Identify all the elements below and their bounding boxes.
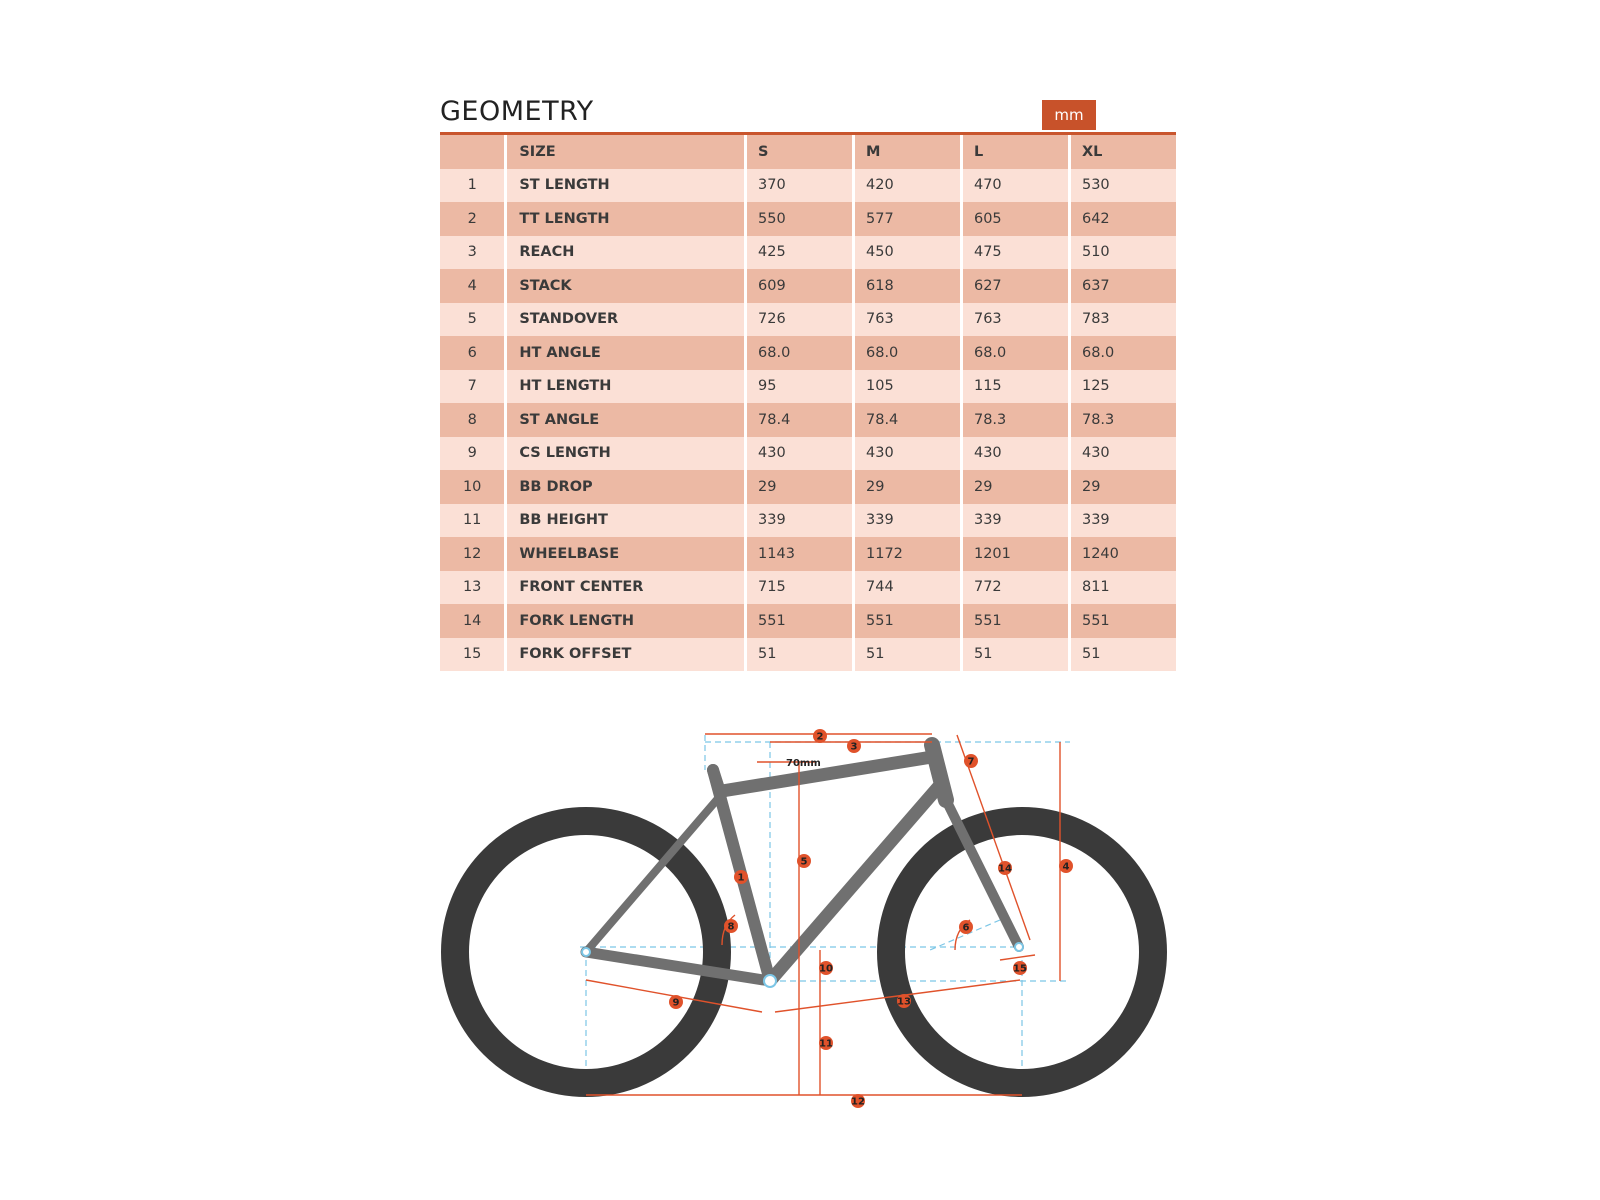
- marker-label: 4: [1062, 861, 1070, 873]
- cell-s: 68.0: [747, 336, 855, 370]
- column-header-xl: XL: [1071, 135, 1176, 169]
- cell-xl: 1240: [1071, 537, 1176, 571]
- row-label: STANDOVER: [507, 303, 747, 337]
- dimension-marker-15: [1013, 961, 1027, 975]
- dimension-marker-11: [819, 1036, 833, 1050]
- row-label: BB HEIGHT: [507, 504, 747, 538]
- marker-label: 8: [727, 921, 735, 933]
- cell-xl: 68.0: [1071, 336, 1176, 370]
- marker-label: 13: [897, 996, 911, 1008]
- cell-m: 339: [855, 504, 963, 538]
- cell-l: 551: [963, 604, 1071, 638]
- column-header-m: M: [855, 135, 963, 169]
- cell-m: 551: [855, 604, 963, 638]
- cell-s: 370: [747, 169, 855, 203]
- marker-label: 11: [819, 1038, 833, 1050]
- dimension-marker-6: [959, 920, 973, 934]
- marker-label: 14: [998, 863, 1012, 875]
- row-number: 7: [440, 370, 507, 404]
- row-label: FRONT CENTER: [507, 571, 747, 605]
- row-number: 3: [440, 236, 507, 270]
- row-label: ST ANGLE: [507, 403, 747, 437]
- chainstay: [586, 952, 770, 981]
- row-label: REACH: [507, 236, 747, 270]
- row-label: HT ANGLE: [507, 336, 747, 370]
- dimension-marker-1: [734, 870, 748, 884]
- row-number: 9: [440, 437, 507, 471]
- marker-label: 7: [967, 756, 975, 768]
- row-number: 11: [440, 504, 507, 538]
- row-number: 4: [440, 269, 507, 303]
- cell-m: 430: [855, 437, 963, 471]
- cell-s: 95: [747, 370, 855, 404]
- bottom-bracket: [764, 975, 776, 987]
- row-label: WHEELBASE: [507, 537, 747, 571]
- cell-xl: 551: [1071, 604, 1176, 638]
- row-label: TT LENGTH: [507, 202, 747, 236]
- page-title: GEOMETRY: [440, 96, 594, 127]
- cell-l: 430: [963, 437, 1071, 471]
- cell-xl: 51: [1071, 638, 1176, 672]
- front-axle: [1015, 943, 1023, 951]
- cell-s: 78.4: [747, 403, 855, 437]
- top-tube: [722, 757, 932, 791]
- cell-s: 430: [747, 437, 855, 471]
- cell-m: 744: [855, 571, 963, 605]
- row-number: 1: [440, 169, 507, 203]
- cell-m: 51: [855, 638, 963, 672]
- cell-s: 425: [747, 236, 855, 270]
- row-label: BB DROP: [507, 470, 747, 504]
- row-label: ST LENGTH: [507, 169, 747, 203]
- cell-m: 618: [855, 269, 963, 303]
- row-number: 14: [440, 604, 507, 638]
- cell-l: 772: [963, 571, 1071, 605]
- cell-l: 115: [963, 370, 1071, 404]
- cell-m: 420: [855, 169, 963, 203]
- cell-l: 29: [963, 470, 1071, 504]
- marker-label: 12: [851, 1096, 865, 1108]
- row-number: 6: [440, 336, 507, 370]
- row-number: 5: [440, 303, 507, 337]
- cell-s: 51: [747, 638, 855, 672]
- cell-l: 51: [963, 638, 1071, 672]
- cell-s: 551: [747, 604, 855, 638]
- dimension-marker-3: [847, 739, 861, 753]
- marker-label: 2: [816, 731, 824, 743]
- rear-axle: [582, 948, 590, 956]
- marker-label: 10: [819, 963, 833, 975]
- cell-xl: 811: [1071, 571, 1176, 605]
- cell-xl: 339: [1071, 504, 1176, 538]
- cell-xl: 637: [1071, 269, 1176, 303]
- cell-l: 339: [963, 504, 1071, 538]
- dimension-marker-4: [1059, 859, 1073, 873]
- cell-m: 450: [855, 236, 963, 270]
- cell-xl: 530: [1071, 169, 1176, 203]
- cell-xl: 642: [1071, 202, 1176, 236]
- cell-xl: 430: [1071, 437, 1176, 471]
- cell-s: 1143: [747, 537, 855, 571]
- cell-s: 609: [747, 269, 855, 303]
- cell-l: 470: [963, 169, 1071, 203]
- column-header-s: S: [747, 135, 855, 169]
- row-label: STACK: [507, 269, 747, 303]
- unit-badge: mm: [1042, 100, 1096, 130]
- cell-xl: 78.3: [1071, 403, 1176, 437]
- cell-xl: 783: [1071, 303, 1176, 337]
- cell-l: 1201: [963, 537, 1071, 571]
- offset-label: 70mm: [786, 758, 821, 769]
- column-header-l: L: [963, 135, 1071, 169]
- cell-l: 627: [963, 269, 1071, 303]
- dimension-marker-5: [797, 854, 811, 868]
- cell-m: 1172: [855, 537, 963, 571]
- marker-label: 9: [672, 997, 680, 1009]
- cell-l: 78.3: [963, 403, 1071, 437]
- cell-m: 29: [855, 470, 963, 504]
- cell-s: 550: [747, 202, 855, 236]
- row-label: CS LENGTH: [507, 437, 747, 471]
- cell-xl: 125: [1071, 370, 1176, 404]
- dimension-marker-2: [813, 729, 827, 743]
- dimension-marker-12: [851, 1094, 865, 1108]
- cell-s: 339: [747, 504, 855, 538]
- cell-s: 715: [747, 571, 855, 605]
- dimension-line: [1000, 955, 1035, 960]
- dimension-marker-10: [819, 961, 833, 975]
- cell-xl: 510: [1071, 236, 1176, 270]
- cell-m: 68.0: [855, 336, 963, 370]
- marker-label: 15: [1013, 963, 1027, 975]
- row-label: HT LENGTH: [507, 370, 747, 404]
- dimension-marker-14: [998, 861, 1012, 875]
- dimension-marker-8: [724, 919, 738, 933]
- row-number: 2: [440, 202, 507, 236]
- cell-s: 29: [747, 470, 855, 504]
- cell-m: 577: [855, 202, 963, 236]
- row-number: 8: [440, 403, 507, 437]
- cell-m: 78.4: [855, 403, 963, 437]
- cell-s: 726: [747, 303, 855, 337]
- row-number: 13: [440, 571, 507, 605]
- row-label: FORK LENGTH: [507, 604, 747, 638]
- row-number: 10: [440, 470, 507, 504]
- cell-l: 605: [963, 202, 1071, 236]
- row-number: 12: [440, 537, 507, 571]
- dimension-marker-7: [964, 754, 978, 768]
- dimension-marker-13: [897, 994, 911, 1008]
- cell-l: 763: [963, 303, 1071, 337]
- cell-l: 68.0: [963, 336, 1071, 370]
- dimension-marker-9: [669, 995, 683, 1009]
- row-number: 15: [440, 638, 507, 672]
- column-header-size: SIZE: [507, 135, 747, 169]
- marker-label: 3: [850, 741, 858, 753]
- marker-label: 1: [737, 872, 745, 884]
- cell-m: 105: [855, 370, 963, 404]
- cell-m: 763: [855, 303, 963, 337]
- marker-label: 5: [800, 856, 808, 868]
- row-label: FORK OFFSET: [507, 638, 747, 672]
- cell-l: 475: [963, 236, 1071, 270]
- cell-xl: 29: [1071, 470, 1176, 504]
- marker-label: 6: [962, 922, 970, 934]
